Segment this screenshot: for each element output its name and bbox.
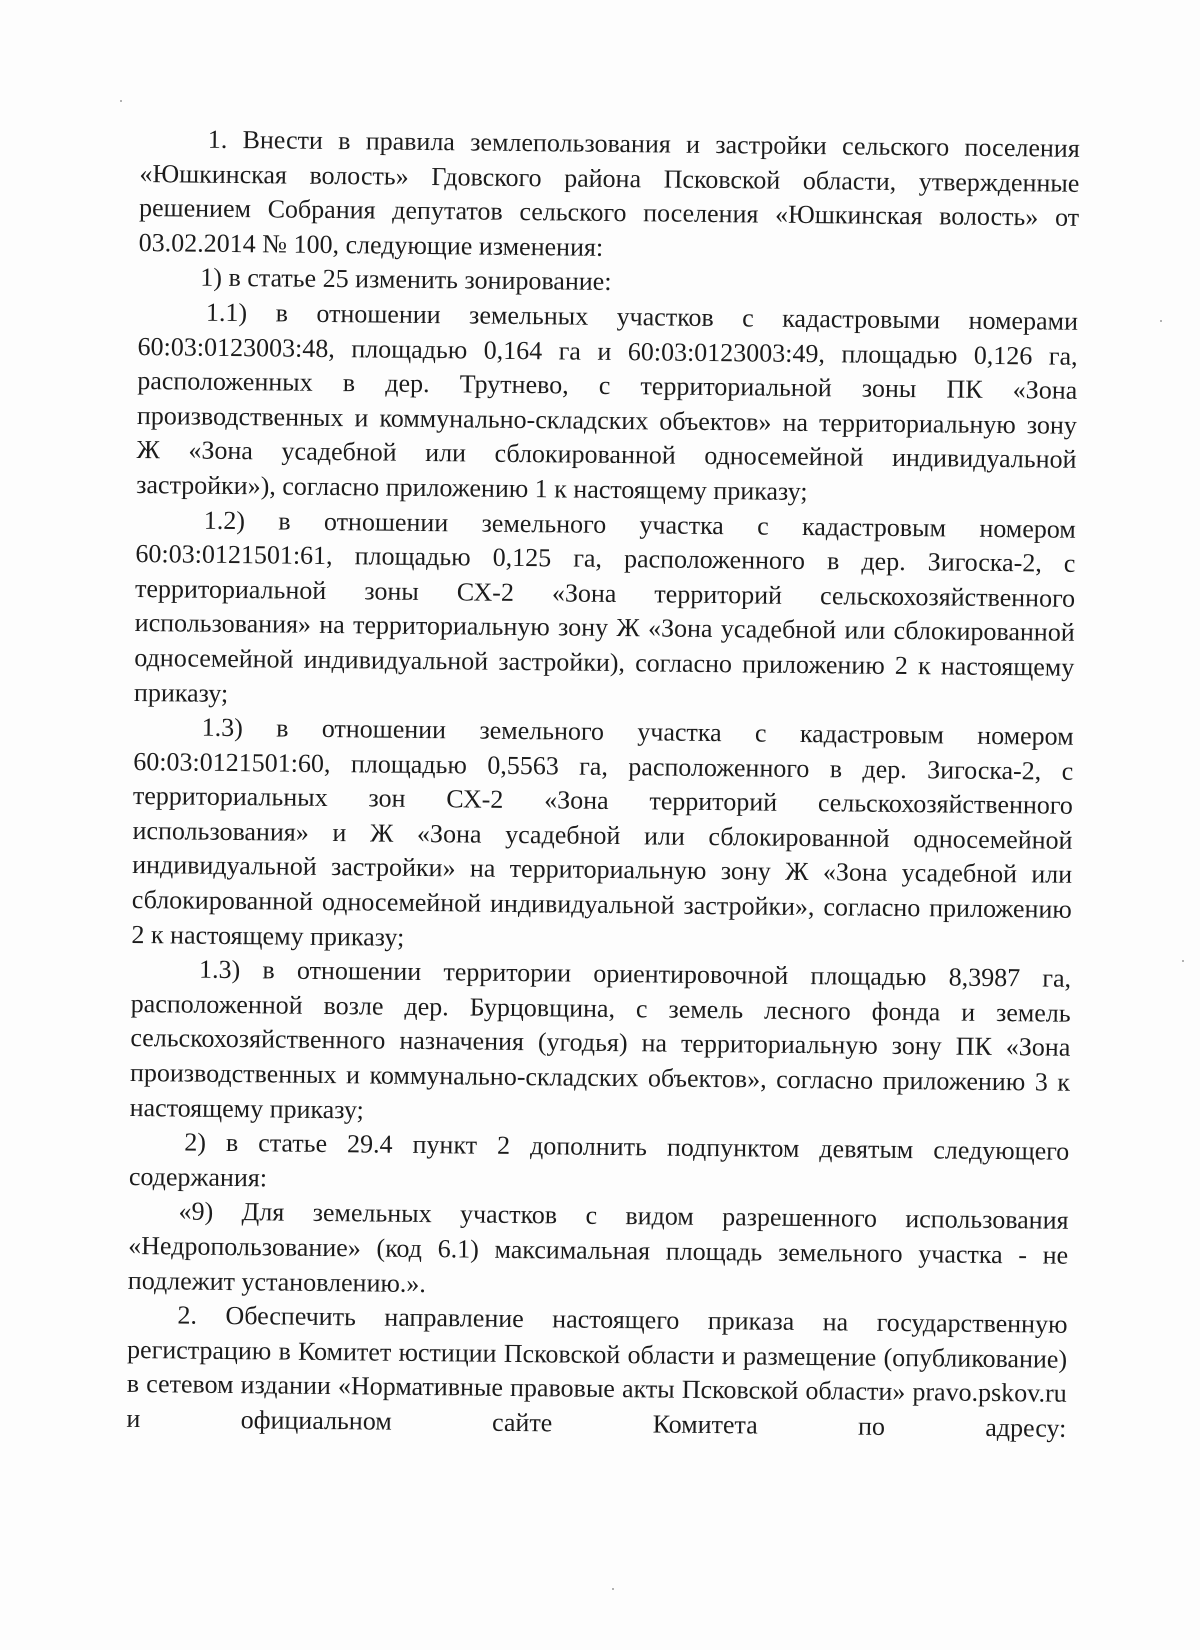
- paragraph-1: 1. Внести в правила землепользования и застройки сельского поселения «Юшкинская волость» Гдовского района Псковской области, утвержденные решением Собрания депутатов сельского поселения «Юшкинская волость» от 03.02.2014 № 100, следующие изменения:: [138, 124, 1080, 262]
- scan-speck: [120, 100, 122, 102]
- paragraph-1-2: 2) в статье 29.4 пункт 2 дополнить подпунктом девятым следующего содержания:: [128, 1127, 1070, 1193]
- paragraph-1-1-1: 1.1) в отношении земельных участков с кадастровыми номерами 60:03:0123003:48, площадью 0,164 га и 60:03:0123003:49, площадью 0,126 га, расположенных в дер. Трутнево, с территориальной зоны ПК «Зона производственных и коммунально-складских объектов» на территориальную зону Ж «Зона усадебной или сблокированной односемейной индивидуальной застройки»), согласно приложению 1 к настоящему приказу;: [136, 297, 1079, 506]
- paragraph-1-1-3b: 1.3) в отношении территории ориентировочной площадью 8,3987 га, расположенной возле дер. Бурцовщина, с земель лесного фонда и земель сельскохозяйственного назначения (угодья) на территориальную зону ПК «Зона производственных и коммунально-складских объектов», согласно приложению 3 к настоящему приказу;: [129, 954, 1072, 1125]
- document-body: [126, 122, 1080, 1446]
- paragraph-1-1-2: 1.2) в отношении земельного участка с кадастровым номером 60:03:0121501:61, площадью 0,125 га, расположенного в дер. Зигоска-2, с территориальной зоны СХ-2 «Зона территорий сельскохозяйственного использования» на территориальную зону Ж «Зона усадебной или сблокированной односемейной индивидуальной застройки), согласно приложению 2 к настоящему приказу;: [133, 505, 1076, 708]
- paragraph-1-1: 1) в статье 25 изменить зонирование:: [200, 263, 612, 297]
- paragraph-1-2-quote: «9) Для земельных участков с видом разрешенного использования «Недропользование» (код 6.1) максимальная площадь земельного участка - не подлежит установлению.».: [127, 1196, 1069, 1298]
- scan-speck: [1160, 320, 1162, 322]
- paragraph-1-1-3: 1.3) в отношении земельного участка с кадастровым номером 60:03:0121501:60, площадью 0,5563 га, расположенного в дер. Зигоска-2, с территориальных зон СХ-2 «Зона территорий сельскохозяйственного использования» и Ж «Зона усадебной или сблокированной односемейной индивидуальной застройки» на территориальную зону Ж «Зона усадебной или сблокированной односемейной индивидуальной застройки», согласно приложению 2 к настоящему приказу;: [131, 712, 1074, 952]
- paragraph-2: 2. Обеспечить направление настоящего приказа на государственную регистрацию в Комитет юстиции Псковской области и размещение (опубликование) в сетевом издании «Нормативные правовые акты Псковской области» pravo.pskov.ru и официальном сайте Комитета по адресу:: [126, 1300, 1068, 1443]
- scan-speck: [1182, 960, 1184, 962]
- scan-speck: [612, 1588, 614, 1590]
